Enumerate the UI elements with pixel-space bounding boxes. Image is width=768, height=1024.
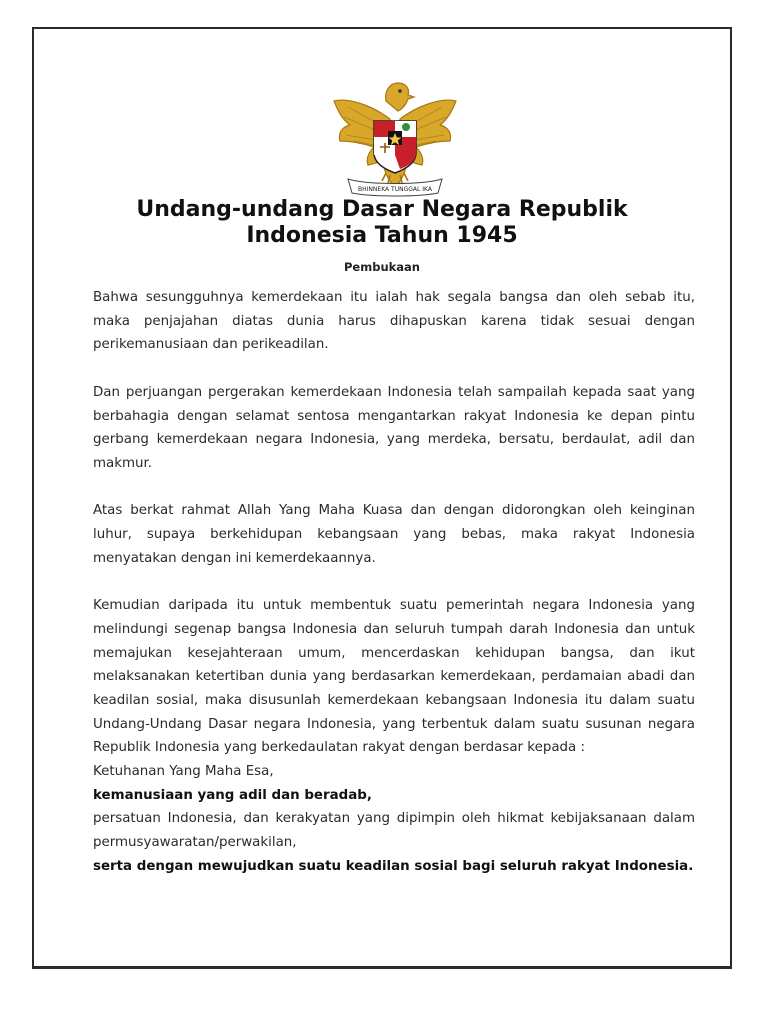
principle-2: kemanusiaan yang adil dan beradab, — [93, 787, 372, 803]
paragraph-4-text: Kemudian daripada itu untuk membentuk suatu pemerintah negara Indonesia yang melindungi segenap bangsa Indonesia dan seluruh tumpah darah Indonesia dan untuk memajukan kesejahteraan umum, mencerdaskan kehidupan bangsa, dan ikut melaksanakan ketertiban dunia yang berdasarkan kemerdekaan, perdamaian abadi dan keadilan sosial, maka disusunlah kemerdekaan kebangsaan Indonesia itu dalam suatu Undang-Undang Dasar negara Indonesia, yang terbentuk dalam suatu susunan negara Republik Indonesia yang berkedaulatan rakyat dengan berdasar kepada : — [93, 598, 695, 756]
title-line-1: Undang-undang Dasar Negara Republik — [136, 197, 628, 222]
svg-text:BHINNEKA TUNGGAL IKA: BHINNEKA TUNGGAL IKA — [358, 186, 432, 193]
garuda-pancasila-emblem — [328, 61, 462, 201]
principle-1: Ketuhanan Yang Maha Esa, — [93, 764, 274, 780]
document-page — [32, 27, 732, 969]
title-line-2: Indonesia Tahun 1945 — [246, 223, 518, 248]
document-subtitle: Pembukaan — [344, 260, 420, 274]
principle-4: serta dengan mewujudkan suatu keadilan sosial bagi seluruh rakyat Indonesia. — [93, 858, 694, 874]
garuda-emblem-icon — [328, 61, 462, 201]
paragraph-1: Bahwa sesungguhnya kemerdekaan itu ialah hak segala bangsa dan oleh sebab itu, maka penjajahan diatas dunia harus dihapuskan karena tidak sesuai dengan perikemanusiaan dan perikeadilan. — [93, 290, 695, 353]
paragraph-4 — [93, 594, 695, 878]
document-title — [34, 197, 730, 249]
document-body — [93, 286, 695, 879]
principle-3: persatuan Indonesia, dan kerakyatan yang dipimpin oleh hikmat kebijaksanaan dalam permusyawaratan/perwakilan, — [93, 811, 695, 851]
paragraph-2: Dan perjuangan pergerakan kemerdekaan Indonesia telah sampailah kepada saat yang berbahagia dengan selamat sentosa mengantarkan rakyat Indonesia ke depan pintu gerbang kemerdekaan negara Indonesia, yang merdeka, bersatu, berdaulat, adil dan makmur. — [93, 384, 695, 471]
paragraph-3: Atas berkat rahmat Allah Yang Maha Kuasa dan dengan didorongkan oleh keinginan luhur, supaya berkehidupan kebangsaan yang bebas, maka rakyat Indonesia menyatakan dengan ini kemerdekaannya. — [93, 503, 695, 566]
